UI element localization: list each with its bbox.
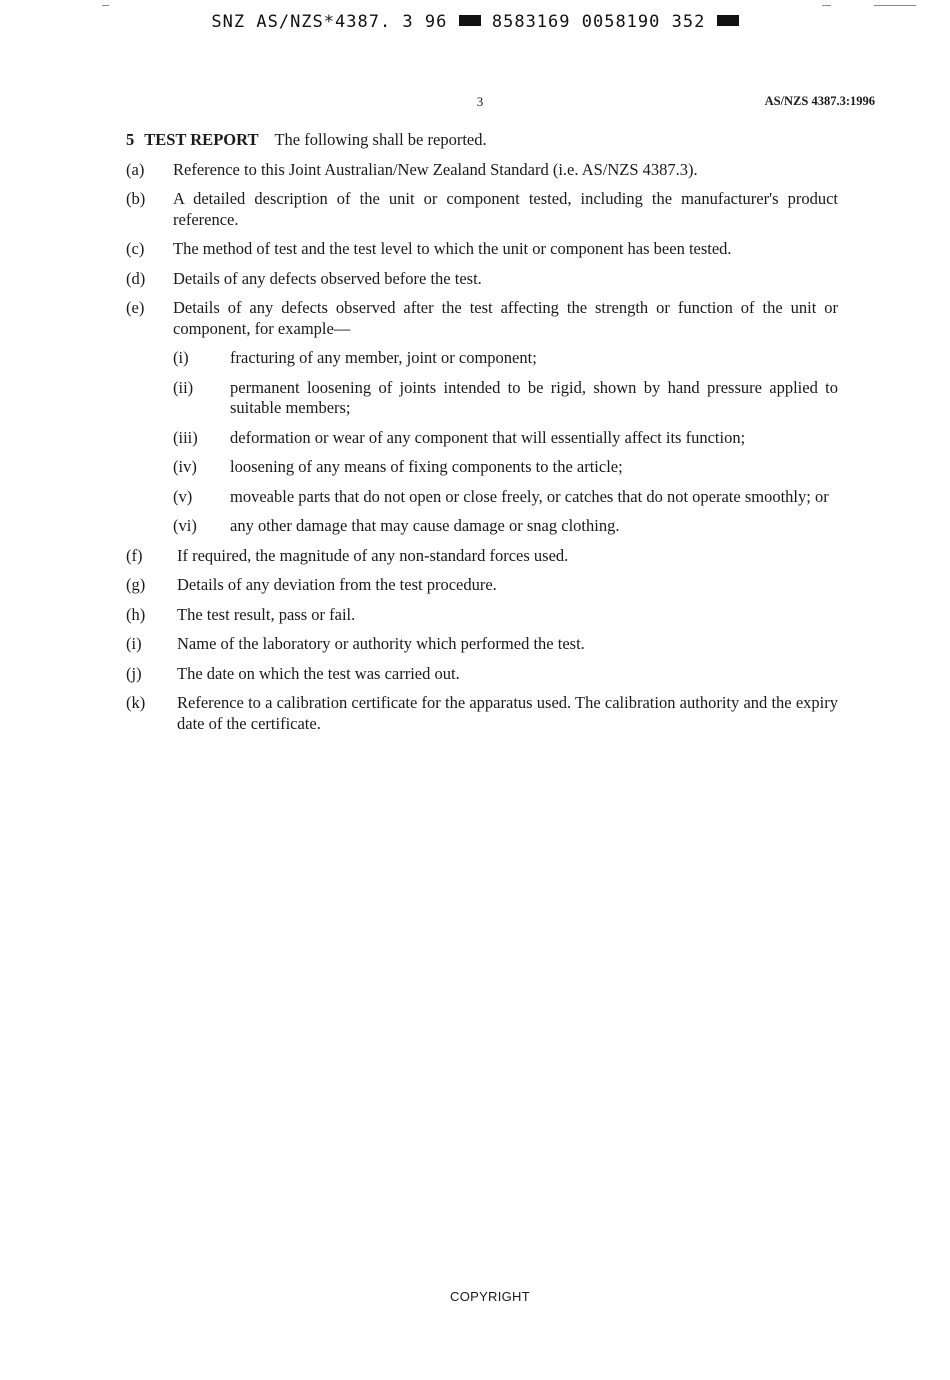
section-heading: [126, 130, 838, 151]
list-item-label: (e): [126, 298, 145, 317]
list-item: [126, 664, 838, 685]
list-item-text: Details of any deviation from the test procedure.: [177, 575, 497, 594]
list-item-label: (i): [126, 634, 142, 653]
list-item-label: (k): [126, 693, 146, 712]
sub-list-item: [173, 516, 838, 537]
list-item: [126, 546, 838, 567]
list-item-text: The method of test and the test level to which the unit or component has been tested.: [173, 239, 732, 258]
sub-list-item-label: (v): [173, 486, 193, 506]
section-number: 5: [126, 130, 135, 149]
list-item: [126, 634, 838, 655]
sub-list-item: [173, 487, 838, 508]
sub-list-item-text: loosening of any means of fixing components to the article;: [230, 457, 623, 476]
standard-id: AS/NZS 4387.3:1996: [764, 94, 875, 108]
scan-block-mark: [459, 15, 481, 26]
sub-list-item-text: moveable parts that do not open or close freely, or catches that do not operate smoothly; or: [230, 486, 829, 506]
scan-header: [0, 12, 950, 32]
sub-list-item-text: fracturing of any member, joint or component;: [230, 348, 537, 367]
list-item: [126, 575, 838, 596]
list-item: [126, 269, 838, 290]
list-item: [126, 189, 838, 230]
list-item-text: The test result, pass or fail.: [177, 604, 356, 624]
list-item-text: A detailed description of the unit or component tested, including the manufacturer's product reference.: [173, 189, 838, 229]
list-item-text: Details of any defects observed after the test affecting the strength or function of the unit or component, for example—: [173, 298, 838, 338]
list-item: [126, 239, 838, 260]
scan-header-code: 8583169 0058190 352: [491, 12, 706, 32]
list-item-text: If required, the magnitude of any non-standard forces used.: [177, 545, 569, 565]
list-item-label: (c): [126, 239, 145, 258]
list-item: [126, 298, 838, 339]
list-item-label: (f): [126, 545, 143, 565]
scan-speck: [822, 5, 831, 6]
sub-list-item: [173, 378, 838, 419]
section-title: TEST REPORT: [144, 130, 259, 149]
list-item: [126, 160, 838, 181]
sub-list-item-label: (i): [173, 348, 189, 367]
list-item-label: (a): [126, 159, 145, 179]
sub-list-item: [173, 428, 838, 449]
sub-list-item-label: (iii): [173, 427, 198, 447]
list-item-label: (h): [126, 604, 146, 624]
scan-header-text: SNZ AS/NZS*4387. 3 96: [211, 12, 448, 32]
list-item: [126, 605, 838, 626]
list-item-label: (j): [126, 663, 142, 683]
page-number: 3: [476, 94, 484, 109]
list-item-text: Reference to a calibration certificate for the apparatus used. The calibration authority and the expiry date of the certificate.: [177, 693, 838, 733]
sub-list-item-label: (ii): [173, 377, 194, 397]
sub-list-item: [173, 348, 838, 369]
list-item-label: (d): [126, 268, 146, 288]
sub-list-item-text: deformation or wear of any component that will essentially affect its function;: [230, 427, 746, 447]
scan-speck: [874, 5, 916, 6]
sub-list-item-label: (vi): [173, 516, 197, 535]
list-item-text: Reference to this Joint Australian/New Zealand Standard (i.e. AS/NZS 4387.3).: [173, 159, 698, 179]
list-item-text: Name of the laboratory or authority which performed the test.: [177, 634, 585, 653]
sub-list-item-text: permanent loosening of joints intended to be rigid, shown by hand pressure applied to suitable members;: [230, 377, 838, 417]
list-item-text: Details of any defects observed before the test.: [173, 268, 482, 288]
list-item-label: (b): [126, 189, 146, 208]
sub-list-item-label: (iv): [173, 457, 197, 476]
section-intro: The following shall be reported.: [274, 130, 487, 149]
document-body: [126, 130, 838, 743]
list-item-text: The date on which the test was carried out.: [177, 663, 460, 683]
scan-speck: [102, 5, 109, 6]
list-item: [126, 693, 838, 734]
list-item-label: (g): [126, 575, 146, 594]
copyright-footer: COPYRIGHT: [450, 1289, 530, 1304]
scan-block-mark: [717, 15, 739, 26]
sub-list-item: [173, 457, 838, 478]
sub-list-item-text: any other damage that may cause damage or snag clothing.: [230, 516, 620, 535]
